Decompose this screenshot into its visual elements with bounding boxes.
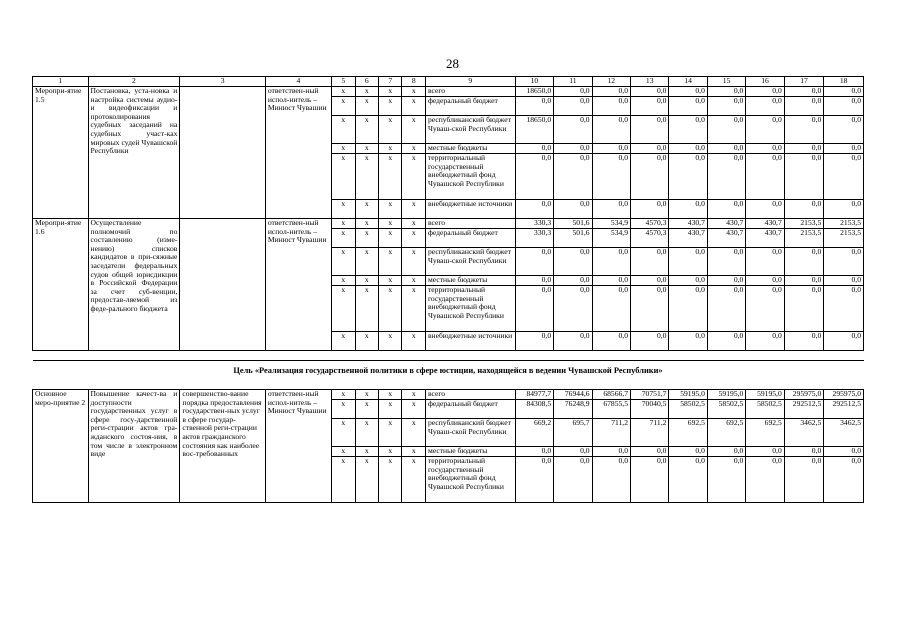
funding-value: 0,0 bbox=[746, 97, 784, 116]
x-mark: x bbox=[355, 457, 378, 503]
funding-value: 0,0 bbox=[554, 276, 592, 286]
x-mark: x bbox=[379, 276, 402, 286]
funding-value: 0,0 bbox=[824, 286, 864, 332]
x-mark: x bbox=[402, 419, 425, 447]
funding-source: республиканский бюджет Чуваш-ской Республики bbox=[425, 248, 515, 276]
x-mark: x bbox=[355, 400, 378, 419]
funding-value: 501,6 bbox=[554, 229, 592, 248]
funding-value: 0,0 bbox=[824, 447, 864, 457]
goal-heading-row bbox=[33, 361, 864, 382]
funding-value: 430,7 bbox=[707, 219, 745, 229]
funding-value: 0,0 bbox=[631, 332, 669, 351]
funding-value: 430,7 bbox=[746, 229, 784, 248]
x-mark: x bbox=[332, 200, 355, 219]
funding-value: 0,0 bbox=[707, 144, 745, 154]
funding-value: 58502,5 bbox=[669, 400, 707, 419]
funding-value: 0,0 bbox=[631, 447, 669, 457]
funding-value: 0,0 bbox=[669, 97, 707, 116]
goal-heading: Цель «Реализация государственной политики в сфере юстиции, находящейся в ведении Чувашской Республики» bbox=[233, 366, 663, 375]
funding-value: 0,0 bbox=[746, 248, 784, 276]
funding-value: 0,0 bbox=[824, 457, 864, 503]
column-number: 16 bbox=[746, 77, 784, 87]
funding-value: 0,0 bbox=[824, 97, 864, 116]
funding-value: 0,0 bbox=[592, 276, 630, 286]
funding-source: внебюджетные источники bbox=[425, 200, 515, 219]
funding-value: 3462,5 bbox=[784, 419, 824, 447]
x-mark: x bbox=[379, 144, 402, 154]
x-mark: x bbox=[355, 200, 378, 219]
x-mark: x bbox=[355, 276, 378, 286]
column-number: 2 bbox=[88, 77, 180, 87]
funding-value: 0,0 bbox=[784, 286, 824, 332]
funding-value: 0,0 bbox=[515, 286, 553, 332]
funding-value: 501,6 bbox=[554, 219, 592, 229]
x-mark: x bbox=[332, 116, 355, 144]
x-mark: x bbox=[355, 97, 378, 116]
funding-value: 295975,0 bbox=[824, 390, 864, 400]
funding-value: 0,0 bbox=[746, 116, 784, 144]
x-mark: x bbox=[355, 219, 378, 229]
funding-value: 0,0 bbox=[631, 87, 669, 97]
funding-value: 0,0 bbox=[707, 87, 745, 97]
x-mark: x bbox=[355, 116, 378, 144]
funding-value: 76248,9 bbox=[554, 400, 592, 419]
funding-value: 0,0 bbox=[631, 144, 669, 154]
funding-value: 534,9 bbox=[592, 219, 630, 229]
funding-source: местные бюджеты bbox=[425, 447, 515, 457]
funding-value: 59195,0 bbox=[669, 390, 707, 400]
funding-value: 67855,5 bbox=[592, 400, 630, 419]
funding-value: 692,5 bbox=[707, 419, 745, 447]
funding-value: 0,0 bbox=[784, 457, 824, 503]
table-row bbox=[33, 219, 864, 229]
funding-value: 0,0 bbox=[784, 276, 824, 286]
section-gap bbox=[33, 351, 864, 361]
funding-value: 0,0 bbox=[746, 276, 784, 286]
responsible-executor: ответствен-ный испол-нитель – Минюст Чувашии bbox=[265, 219, 331, 351]
funding-value: 4570,3 bbox=[631, 219, 669, 229]
column-number: 14 bbox=[669, 77, 707, 87]
funding-value: 0,0 bbox=[707, 276, 745, 286]
column-number: 3 bbox=[180, 77, 265, 87]
funding-value: 0,0 bbox=[824, 248, 864, 276]
x-mark: x bbox=[355, 286, 378, 332]
funding-value: 0,0 bbox=[784, 248, 824, 276]
x-mark: x bbox=[379, 286, 402, 332]
funding-value: 0,0 bbox=[669, 457, 707, 503]
x-mark: x bbox=[355, 390, 378, 400]
funding-value: 0,0 bbox=[669, 332, 707, 351]
funding-value: 0,0 bbox=[592, 248, 630, 276]
column-number: 7 bbox=[379, 77, 402, 87]
funding-value: 0,0 bbox=[707, 116, 745, 144]
funding-source: федеральный бюджет bbox=[425, 400, 515, 419]
funding-value: 84977,7 bbox=[515, 390, 553, 400]
column-number: 9 bbox=[425, 77, 515, 87]
funding-value: 84308,5 bbox=[515, 400, 553, 419]
funding-value: 0,0 bbox=[707, 457, 745, 503]
funding-value: 0,0 bbox=[784, 447, 824, 457]
funding-value: 0,0 bbox=[746, 447, 784, 457]
funding-value: 430,7 bbox=[669, 219, 707, 229]
funding-source: местные бюджеты bbox=[425, 276, 515, 286]
x-mark: x bbox=[355, 419, 378, 447]
funding-value: 0,0 bbox=[592, 87, 630, 97]
funding-value: 0,0 bbox=[669, 87, 707, 97]
column-number: 8 bbox=[402, 77, 425, 87]
funding-value: 0,0 bbox=[631, 97, 669, 116]
funding-value: 0,0 bbox=[707, 97, 745, 116]
funding-value: 0,0 bbox=[631, 154, 669, 200]
funding-value: 692,5 bbox=[669, 419, 707, 447]
x-mark: x bbox=[332, 144, 355, 154]
funding-value: 0,0 bbox=[554, 154, 592, 200]
column-number: 10 bbox=[515, 77, 553, 87]
funding-source: территориальный государственный внебюджетный фонд Чувашской Республики bbox=[425, 286, 515, 332]
funding-source: всего bbox=[425, 219, 515, 229]
x-mark: x bbox=[402, 200, 425, 219]
column-number: 12 bbox=[592, 77, 630, 87]
funding-value: 0,0 bbox=[746, 457, 784, 503]
funding-value: 711,2 bbox=[631, 419, 669, 447]
x-mark: x bbox=[332, 419, 355, 447]
funding-value: 0,0 bbox=[631, 116, 669, 144]
funding-value: 2153,5 bbox=[784, 219, 824, 229]
funding-value: 0,0 bbox=[631, 457, 669, 503]
funding-value: 692,5 bbox=[746, 419, 784, 447]
column-number-row bbox=[33, 77, 864, 87]
measure-code: Меропри-ятие 1.5 bbox=[33, 87, 89, 219]
x-mark: x bbox=[332, 457, 355, 503]
funding-value: 59195,0 bbox=[707, 390, 745, 400]
funding-value: 76944,6 bbox=[554, 390, 592, 400]
table-row bbox=[33, 87, 864, 97]
funding-value: 0,0 bbox=[669, 116, 707, 144]
x-mark: x bbox=[332, 87, 355, 97]
funding-value: 0,0 bbox=[515, 276, 553, 286]
funding-value: 0,0 bbox=[784, 200, 824, 219]
funding-value: 0,0 bbox=[784, 154, 824, 200]
x-mark: x bbox=[379, 457, 402, 503]
funding-value: 2153,5 bbox=[824, 219, 864, 229]
funding-value: 0,0 bbox=[746, 144, 784, 154]
funding-value: 0,0 bbox=[707, 332, 745, 351]
column-number: 18 bbox=[824, 77, 864, 87]
funding-value: 4570,3 bbox=[631, 229, 669, 248]
funding-value: 59195,0 bbox=[746, 390, 784, 400]
funding-value: 0,0 bbox=[746, 87, 784, 97]
x-mark: x bbox=[332, 219, 355, 229]
funding-value: 0,0 bbox=[669, 447, 707, 457]
funding-value: 0,0 bbox=[669, 286, 707, 332]
x-mark: x bbox=[402, 276, 425, 286]
funding-value: 0,0 bbox=[515, 144, 553, 154]
funding-value: 0,0 bbox=[592, 97, 630, 116]
x-mark: x bbox=[379, 219, 402, 229]
funding-value: 2153,5 bbox=[824, 229, 864, 248]
x-mark: x bbox=[379, 332, 402, 351]
column-number: 13 bbox=[631, 77, 669, 87]
x-mark: x bbox=[355, 332, 378, 351]
funding-value: 0,0 bbox=[554, 332, 592, 351]
funding-value: 0,0 bbox=[824, 144, 864, 154]
funding-value: 0,0 bbox=[707, 154, 745, 200]
funding-value: 0,0 bbox=[824, 200, 864, 219]
x-mark: x bbox=[379, 419, 402, 447]
funding-value: 430,7 bbox=[669, 229, 707, 248]
x-mark: x bbox=[379, 200, 402, 219]
x-mark: x bbox=[379, 447, 402, 457]
x-mark: x bbox=[355, 154, 378, 200]
measure-goal: совершенство-вание порядка предоставления государствен-ных услуг в сфере государ-ственной реги-страции актов гражданского состояния как наиболее вос-требованных bbox=[180, 390, 265, 503]
funding-value: 0,0 bbox=[784, 144, 824, 154]
funding-value: 0,0 bbox=[784, 332, 824, 351]
funding-value: 0,0 bbox=[746, 200, 784, 219]
funding-value: 18650,0 bbox=[515, 87, 553, 97]
table-row bbox=[33, 390, 864, 400]
responsible-executor: ответствен-ный испол-нитель – Минюст Чувашии bbox=[265, 390, 331, 503]
funding-value: 430,7 bbox=[746, 219, 784, 229]
x-mark: x bbox=[379, 248, 402, 276]
column-number: 15 bbox=[707, 77, 745, 87]
funding-value: 0,0 bbox=[631, 276, 669, 286]
funding-value: 0,0 bbox=[515, 332, 553, 351]
funding-value: 0,0 bbox=[554, 97, 592, 116]
funding-value: 0,0 bbox=[554, 116, 592, 144]
x-mark: x bbox=[355, 447, 378, 457]
measure-code: Меропри-ятие 1.6 bbox=[33, 219, 89, 351]
column-number: 5 bbox=[332, 77, 355, 87]
funding-source: местные бюджеты bbox=[425, 144, 515, 154]
funding-value: 0,0 bbox=[631, 248, 669, 276]
x-mark: x bbox=[355, 87, 378, 97]
page-number: 28 bbox=[446, 56, 459, 71]
funding-source: территориальный государственный внебюджетный фонд Чувашской Республики bbox=[425, 154, 515, 200]
funding-value: 18650,0 bbox=[515, 116, 553, 144]
funding-value: 0,0 bbox=[515, 200, 553, 219]
funding-value: 70751,7 bbox=[631, 390, 669, 400]
x-mark: x bbox=[379, 400, 402, 419]
funding-value: 0,0 bbox=[554, 286, 592, 332]
funding-source: всего bbox=[425, 87, 515, 97]
funding-value: 58502,5 bbox=[746, 400, 784, 419]
funding-value: 0,0 bbox=[554, 457, 592, 503]
funding-value: 0,0 bbox=[669, 144, 707, 154]
x-mark: x bbox=[402, 229, 425, 248]
funding-value: 0,0 bbox=[631, 200, 669, 219]
funding-source: республиканский бюджет Чуваш-ской Республики bbox=[425, 419, 515, 447]
funding-value: 0,0 bbox=[824, 116, 864, 144]
x-mark: x bbox=[402, 390, 425, 400]
funding-value: 0,0 bbox=[592, 200, 630, 219]
funding-value: 0,0 bbox=[631, 286, 669, 332]
funding-source: федеральный бюджет bbox=[425, 97, 515, 116]
x-mark: x bbox=[355, 248, 378, 276]
funding-value: 0,0 bbox=[746, 332, 784, 351]
x-mark: x bbox=[402, 87, 425, 97]
x-mark: x bbox=[355, 229, 378, 248]
funding-value: 68566,7 bbox=[592, 390, 630, 400]
funding-value: 0,0 bbox=[592, 154, 630, 200]
funding-value: 711,2 bbox=[592, 419, 630, 447]
funding-value: 0,0 bbox=[592, 447, 630, 457]
funding-value: 0,0 bbox=[554, 87, 592, 97]
x-mark: x bbox=[332, 286, 355, 332]
funding-value: 58502,5 bbox=[707, 400, 745, 419]
x-mark: x bbox=[402, 144, 425, 154]
funding-source: всего bbox=[425, 390, 515, 400]
funding-value: 2153,5 bbox=[784, 229, 824, 248]
funding-value: 0,0 bbox=[669, 154, 707, 200]
x-mark: x bbox=[332, 154, 355, 200]
measure-name: Повышение качест-ва и доступности государственных услуг в сфере госу-дарственной реги-страции актов гра-жданского состоя-ния, в том числе в электронном виде bbox=[88, 390, 180, 503]
column-number: 17 bbox=[784, 77, 824, 87]
funding-value: 0,0 bbox=[592, 457, 630, 503]
x-mark: x bbox=[332, 276, 355, 286]
x-mark: x bbox=[332, 97, 355, 116]
responsible-executor: ответствен-ный испол-нитель – Минюст Чувашии bbox=[265, 87, 331, 219]
funding-value: 0,0 bbox=[554, 200, 592, 219]
funding-value: 70040,5 bbox=[631, 400, 669, 419]
column-number: 11 bbox=[554, 77, 592, 87]
x-mark: x bbox=[402, 219, 425, 229]
funding-value: 0,0 bbox=[515, 97, 553, 116]
funding-value: 0,0 bbox=[669, 248, 707, 276]
spacer-cell bbox=[33, 381, 864, 390]
funding-value: 430,7 bbox=[707, 229, 745, 248]
funding-value: 292512,5 bbox=[784, 400, 824, 419]
funding-value: 330,3 bbox=[515, 229, 553, 248]
funding-value: 330,3 bbox=[515, 219, 553, 229]
funding-value: 0,0 bbox=[784, 87, 824, 97]
x-mark: x bbox=[332, 400, 355, 419]
funding-value: 0,0 bbox=[592, 286, 630, 332]
x-mark: x bbox=[379, 87, 402, 97]
column-number: 1 bbox=[33, 77, 89, 87]
funding-value: 0,0 bbox=[515, 248, 553, 276]
x-mark: x bbox=[402, 447, 425, 457]
funding-value: 0,0 bbox=[707, 200, 745, 219]
funding-value: 0,0 bbox=[515, 154, 553, 200]
funding-value: 0,0 bbox=[824, 276, 864, 286]
funding-value: 0,0 bbox=[554, 447, 592, 457]
column-number: 6 bbox=[355, 77, 378, 87]
funding-value: 3462,5 bbox=[824, 419, 864, 447]
measure-code: Основное меро-приятие 2 bbox=[33, 390, 89, 503]
x-mark: x bbox=[332, 447, 355, 457]
x-mark: x bbox=[402, 332, 425, 351]
x-mark: x bbox=[379, 154, 402, 200]
funding-value: 0,0 bbox=[554, 144, 592, 154]
funding-value: 0,0 bbox=[746, 286, 784, 332]
funding-value: 0,0 bbox=[554, 248, 592, 276]
x-mark: x bbox=[402, 457, 425, 503]
x-mark: x bbox=[379, 97, 402, 116]
column-number: 4 bbox=[265, 77, 331, 87]
measure-name: Постановка, уста-новка и настройка системы аудио- и видеофиксации и протоколирования судебных заседаний на судебных участ-ках мировых судей Чувашской Республики bbox=[88, 87, 180, 219]
x-mark: x bbox=[355, 144, 378, 154]
funding-value: 0,0 bbox=[707, 248, 745, 276]
budget-table bbox=[32, 76, 864, 503]
x-mark: x bbox=[332, 332, 355, 351]
funding-value: 0,0 bbox=[824, 332, 864, 351]
funding-value: 0,0 bbox=[592, 332, 630, 351]
measure-goal bbox=[180, 87, 265, 219]
funding-value: 0,0 bbox=[669, 200, 707, 219]
funding-value: 0,0 bbox=[707, 286, 745, 332]
funding-value: 0,0 bbox=[746, 154, 784, 200]
x-mark: x bbox=[402, 400, 425, 419]
measure-name: Осуществление полномочий по составлению (изме-нению) списков кандидатов в при-сяжные заседатели федеральных судов общей юрисдикции в Российской Федерации за счет суб-венции, предостав-ляемой из феде-рального бюджета bbox=[88, 219, 180, 351]
funding-source: федеральный бюджет bbox=[425, 229, 515, 248]
x-mark: x bbox=[332, 390, 355, 400]
funding-value: 295975,0 bbox=[784, 390, 824, 400]
x-mark: x bbox=[402, 248, 425, 276]
x-mark: x bbox=[379, 116, 402, 144]
funding-value: 695,7 bbox=[554, 419, 592, 447]
measure-goal bbox=[180, 219, 265, 351]
spacer-row bbox=[33, 381, 864, 390]
funding-value: 0,0 bbox=[784, 97, 824, 116]
x-mark: x bbox=[402, 286, 425, 332]
gap-cell bbox=[33, 351, 864, 361]
funding-source: республиканский бюджет Чуваш-ской Республики bbox=[425, 116, 515, 144]
x-mark: x bbox=[402, 97, 425, 116]
funding-value: 0,0 bbox=[824, 154, 864, 200]
funding-value: 0,0 bbox=[515, 457, 553, 503]
funding-source: территориальный государственный внебюджетный фонд Чувашской Республики bbox=[425, 457, 515, 503]
x-mark: x bbox=[402, 116, 425, 144]
funding-value: 0,0 bbox=[669, 276, 707, 286]
x-mark: x bbox=[332, 229, 355, 248]
x-mark: x bbox=[379, 229, 402, 248]
funding-value: 0,0 bbox=[784, 116, 824, 144]
funding-value: 0,0 bbox=[707, 447, 745, 457]
funding-value: 0,0 bbox=[592, 116, 630, 144]
funding-value: 669,2 bbox=[515, 419, 553, 447]
funding-source: внебюджетные источники bbox=[425, 332, 515, 351]
funding-value: 292512,5 bbox=[824, 400, 864, 419]
x-mark: x bbox=[379, 390, 402, 400]
funding-value: 0,0 bbox=[824, 87, 864, 97]
x-mark: x bbox=[402, 154, 425, 200]
funding-value: 0,0 bbox=[515, 447, 553, 457]
funding-value: 0,0 bbox=[592, 144, 630, 154]
x-mark: x bbox=[332, 248, 355, 276]
funding-value: 534,9 bbox=[592, 229, 630, 248]
